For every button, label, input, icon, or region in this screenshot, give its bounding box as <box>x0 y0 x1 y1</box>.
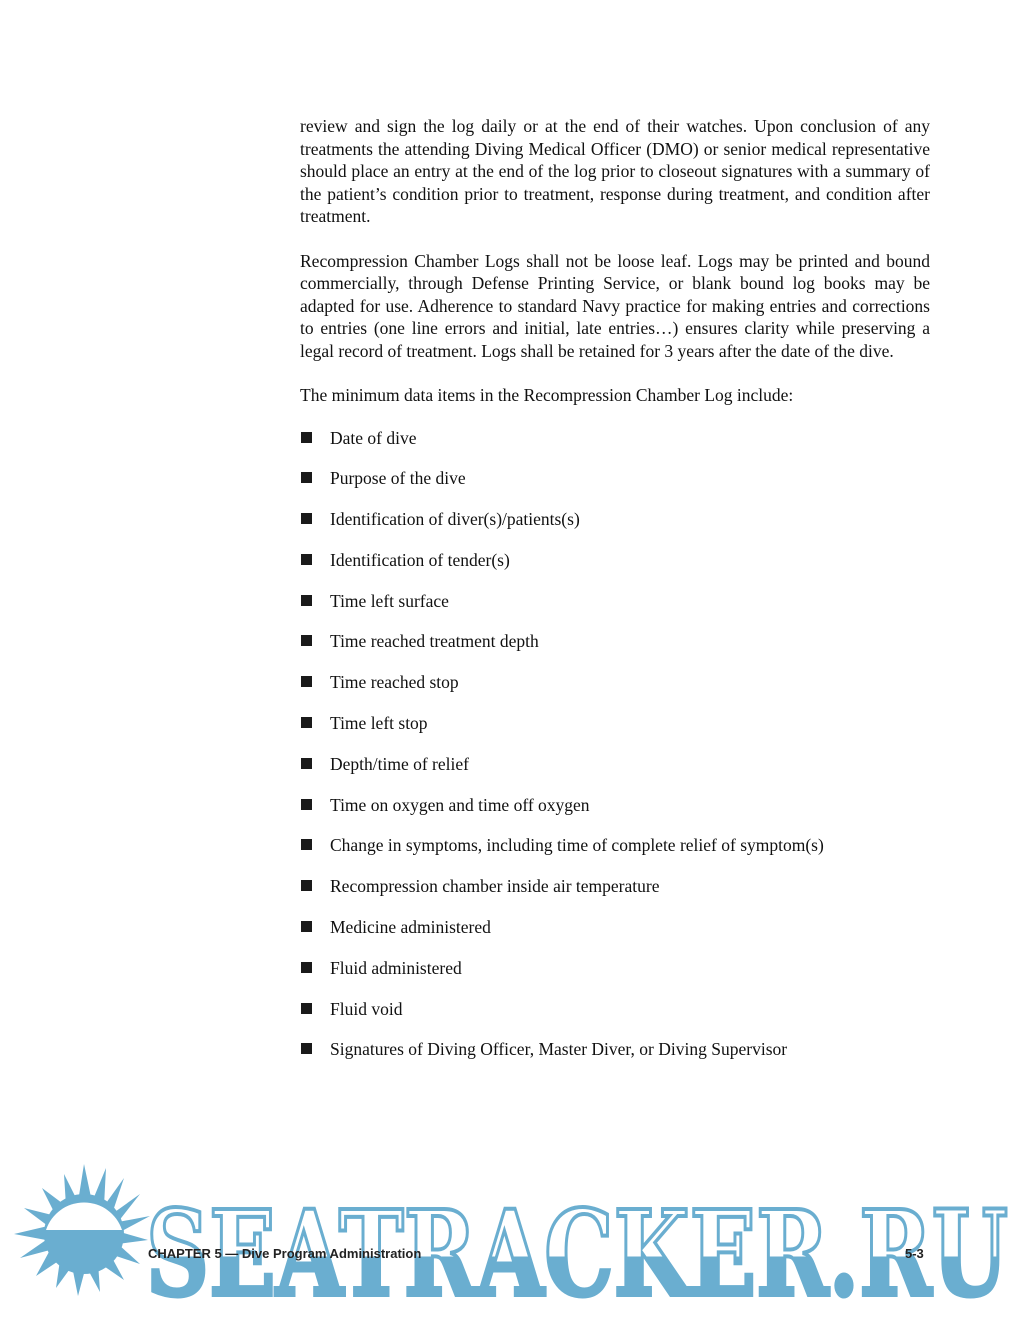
list-item <box>300 630 930 652</box>
list-item <box>300 957 930 979</box>
list-item-text: Time on oxygen and time off oxygen <box>330 794 590 815</box>
list-item-text: Time left surface <box>330 590 449 611</box>
square-bullet-icon <box>301 1003 312 1014</box>
square-bullet-icon <box>301 554 312 565</box>
list-item <box>300 549 930 571</box>
list-item-text: Fluid administered <box>330 957 462 978</box>
list-item-text: Recompression chamber inside air temperature <box>330 876 660 897</box>
footer-page-number: 5-3 <box>905 1246 924 1261</box>
square-bullet-icon <box>301 676 312 687</box>
list-item <box>300 590 930 612</box>
list-item <box>300 671 930 693</box>
list-item <box>300 508 930 530</box>
square-bullet-icon <box>301 1043 312 1054</box>
list-item <box>300 916 930 938</box>
list-item-text: Identification of diver(s)/patients(s) <box>330 509 580 530</box>
square-bullet-icon <box>301 432 312 443</box>
square-bullet-icon <box>301 758 312 769</box>
paragraph-log-review: review and sign the log daily or at the end of their watches. Upon conclusion of any treatments the attending Diving Medical Officer (DMO) or senior medical representative should place an entry at the end of the log prior to closeout signatures with a summary of the patient’s condition prior to treatment, response during treatment, and condition after treatment. <box>300 116 930 226</box>
list-item-text: Date of dive <box>330 427 417 448</box>
data-items-list <box>300 427 930 1061</box>
square-bullet-icon <box>301 472 312 483</box>
list-item <box>300 467 930 489</box>
square-bullet-icon <box>301 595 312 606</box>
list-item-text: Time reached treatment depth <box>330 631 539 652</box>
list-item-text: Time reached stop <box>330 672 459 693</box>
list-item <box>300 875 930 897</box>
page-body <box>300 115 930 1079</box>
list-item <box>300 794 930 816</box>
list-item-text: Change in symptoms, including time of complete relief of symptom(s) <box>330 835 824 856</box>
square-bullet-icon <box>301 717 312 728</box>
watermark-text: SEATRACKER.RU <box>146 1184 1008 1320</box>
square-bullet-icon <box>301 921 312 932</box>
list-item-text: Purpose of the dive <box>330 468 466 489</box>
list-intro: The minimum data items in the Recompression Chamber Log include: <box>300 385 794 405</box>
square-bullet-icon <box>301 635 312 646</box>
list-item-text: Medicine administered <box>330 917 491 938</box>
square-bullet-icon <box>301 799 312 810</box>
square-bullet-icon <box>301 962 312 973</box>
list-item-text: Depth/time of relief <box>330 753 469 774</box>
list-item <box>300 834 930 856</box>
list-item-text: Identification of tender(s) <box>330 549 510 570</box>
list-item <box>300 998 930 1020</box>
list-item <box>300 1038 930 1060</box>
list-item <box>300 753 930 775</box>
footer-chapter-title: CHAPTER 5 — Dive Program Administration <box>148 1246 422 1261</box>
list-item <box>300 712 930 734</box>
square-bullet-icon <box>301 839 312 850</box>
list-item-text: Time left stop <box>330 713 428 734</box>
seatracker-watermark <box>0 1160 1020 1320</box>
list-item-text: Signatures of Diving Officer, Master Diver, or Diving Supervisor <box>330 1039 788 1060</box>
square-bullet-icon <box>301 880 312 891</box>
list-item <box>300 427 930 449</box>
square-bullet-icon <box>301 513 312 524</box>
list-item-text: Fluid void <box>330 998 403 1019</box>
paragraph-log-format: Recompression Chamber Logs shall not be loose leaf. Logs may be printed and bound commercially, through Defense Printing Service, or blank bound log books may be adapted for use. Adherence to standard Navy practice for making entries and corrections to entries (one line errors and initial, late entries…) ensures clarity while preserving a legal record of treatment. Logs shall be retained for 3 years after the date of the dive. <box>300 250 930 361</box>
sun-logo-icon <box>14 1164 150 1296</box>
